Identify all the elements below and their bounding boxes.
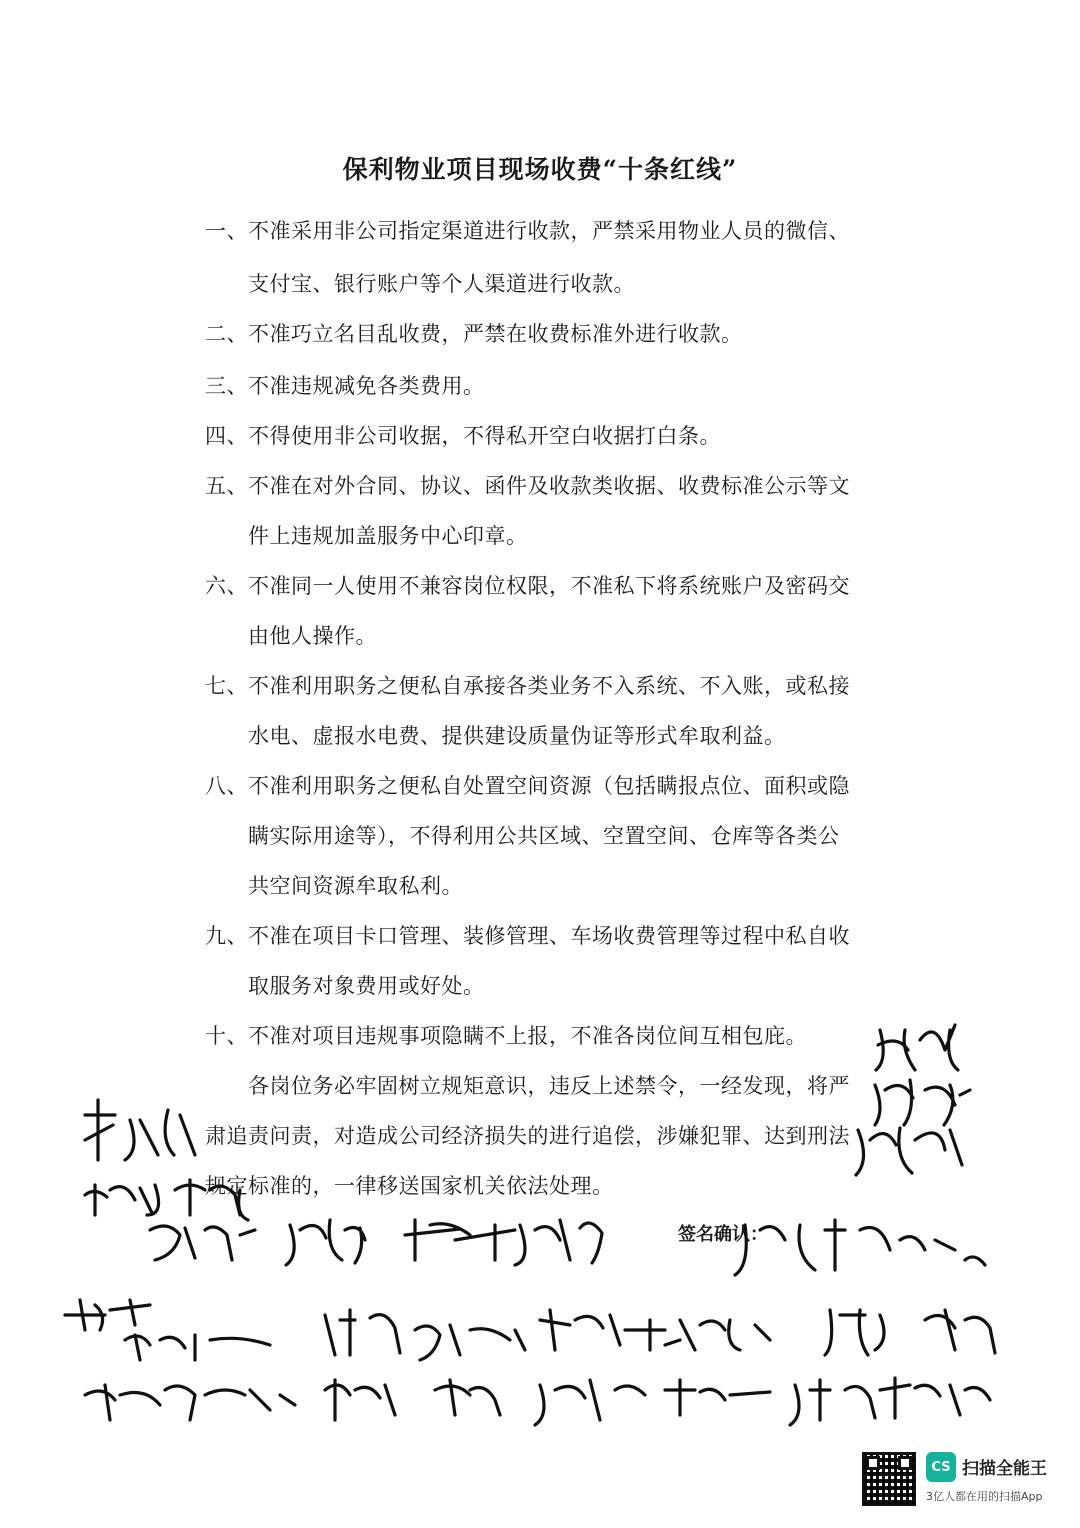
document-title: 保利物业项目现场收费“十条红线” [342, 155, 738, 184]
rule-line: 四、不得使用非公司收据，不得私开空白收据打白条。 [205, 424, 721, 448]
rule-line: 一、不准采用非公司指定渠道进行收款，严禁采用物业人员的微信、 [205, 219, 850, 243]
rule-line: 件上违规加盖服务中心印章。 [248, 524, 528, 548]
rule-line: 八、不准利用职务之便私自处置空间资源（包括瞒报点位、面积或隐 [205, 774, 850, 798]
qr-code-icon [862, 1452, 916, 1506]
closing-line: 规定标准的，一律移送国家机关依法处理。 [205, 1174, 614, 1198]
app-slogan: 3亿人都在用的扫描App [926, 1490, 1043, 1503]
rule-line: 二、不准巧立名目乱收费，严禁在收费标准外进行收款。 [205, 322, 743, 346]
camscanner-logo-icon: CS [926, 1452, 956, 1482]
rule-line: 十、不准对项目违规事项隐瞒不上报，不准各岗位间互相包庇。 [205, 1024, 807, 1048]
closing-line: 各岗位务必牢固树立规矩意识，违反上述禁令，一经发现，将严 [248, 1074, 850, 1098]
rule-line: 水电、虚报水电费、提供建设质量伪证等形式牟取利益。 [248, 724, 786, 748]
signature-label: 签名确认： [678, 1224, 768, 1245]
rule-line: 由他人操作。 [248, 624, 377, 648]
rule-line: 六、不准同一人使用不兼容岗位权限，不准私下将系统账户及密码交 [205, 574, 850, 598]
rule-line: 取服务对象费用或好处。 [248, 974, 485, 998]
rule-line: 支付宝、银行账户等个人渠道进行收款。 [248, 272, 635, 296]
rule-line: 五、不准在对外合同、协议、函件及收款类收据、收费标准公示等文 [205, 474, 850, 498]
scanner-watermark [862, 1452, 1062, 1512]
rule-line: 七、不准利用职务之便私自承接各类业务不入系统、不入账，或私接 [205, 674, 850, 698]
app-name: 扫描全能王 [962, 1459, 1047, 1479]
closing-line: 肃追责问责，对造成公司经济损失的进行追偿，涉嫌犯罪、达到刑法 [205, 1124, 850, 1148]
rule-line: 瞒实际用途等），不得利用公共区域、空置空间、仓库等各类公 [248, 824, 840, 848]
rule-line: 三、不准违规减免各类费用。 [205, 374, 485, 398]
rule-line: 共空间资源牟取私利。 [248, 874, 463, 898]
rule-line: 九、不准在项目卡口管理、装修管理、车场收费管理等过程中私自收 [205, 924, 850, 948]
